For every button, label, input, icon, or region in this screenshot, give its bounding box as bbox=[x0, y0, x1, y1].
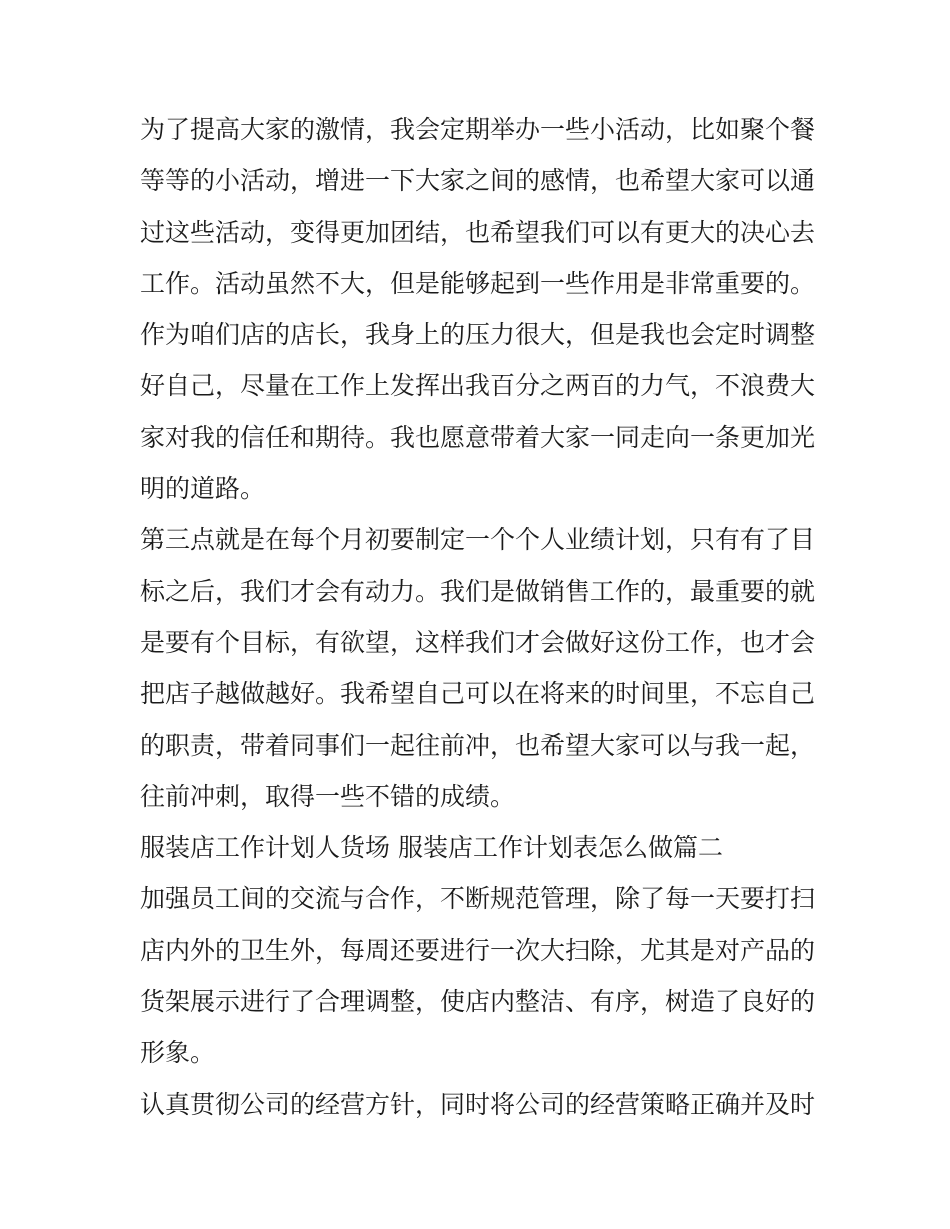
paragraph-team-activities: 为了提高大家的激情，我会定期举办一些小活动，比如聚个餐等等的小活动，增进一下大家之间的感情，也希望大家可以通过这些活动，变得更加团结，也希望我们可以有更大的决心去工作。活动虽然不大，但是能够起到一些作用是非常重要的。 bbox=[140, 115, 816, 298]
paragraph-staff-cooperation: 加强员工间的交流与合作，不断规范管理，除了每一天要打扫店内外的卫生外，每周还要进行一次大扫除，尤其是对产品的货架展示进行了合理调整，使店内整洁、有序，树造了良好的形象。 bbox=[140, 884, 816, 1068]
paragraph-monthly-plan: 第三点就是在每个月初要制定一个个人业绩计划，只有有了目标之后，我们才会有动力。我们是做销售工作的，最重要的就是要有个目标，有欲望，这样我们才会做好这份工作，也才会把店子越做越好。我希望自己可以在将来的时间里，不忘自己的职责，带着同事们一起往前冲，也希望大家可以与我一起，往前冲刺，取得一些不错的成绩。 bbox=[140, 525, 816, 811]
paragraph-store-manager: 作为咱们店的店长，我身上的压力很大，但是我也会定时调整好自己，尽量在工作上发挥出我百分之两百的力气，不浪费大家对我的信任和期待。我也愿意带着大家一同走向一条更加光明的道路。 bbox=[140, 320, 816, 504]
document-body bbox=[140, 104, 815, 1130]
paragraph-company-policy: 认真贯彻公司的经营方针，同时将公司的经营策略正确并及时 bbox=[140, 1089, 816, 1119]
section-title: 服装店工作计划人货场 服装店工作计划表怎么做篇二 bbox=[140, 833, 723, 863]
